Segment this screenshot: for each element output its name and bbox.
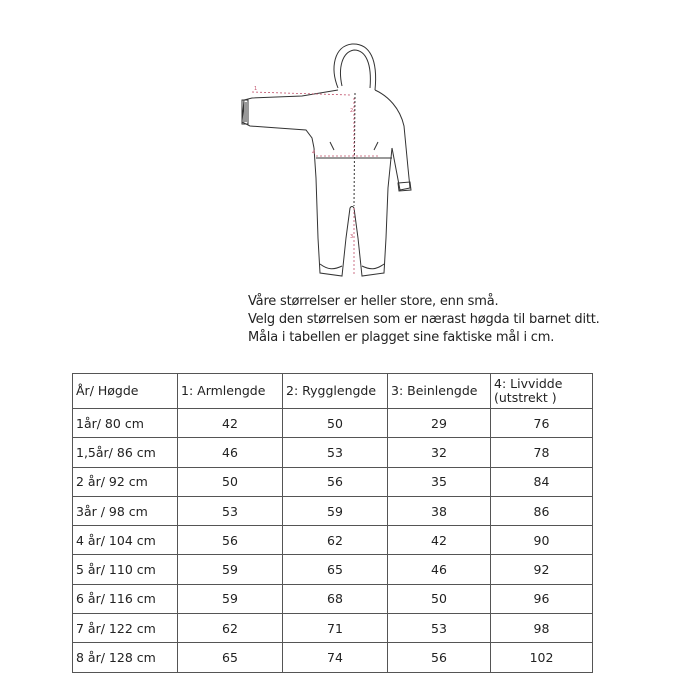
table-cell-size: 2 år/ 92 cm xyxy=(73,467,178,496)
table-cell-value: 32 xyxy=(388,438,491,467)
table-cell-size: 1år/ 80 cm xyxy=(73,409,178,438)
armlength-line xyxy=(252,92,350,95)
table-cell-value: 102 xyxy=(491,643,593,672)
header-armlength: 1: Armlengde xyxy=(178,374,283,409)
table-cell-size: 3år / 98 cm xyxy=(73,496,178,525)
table-cell-value: 65 xyxy=(178,643,283,672)
table-cell-value: 74 xyxy=(283,643,388,672)
table-cell-value: 92 xyxy=(491,555,593,584)
table-cell-size: 7 år/ 122 cm xyxy=(73,614,178,643)
table-row xyxy=(73,643,593,672)
table-cell-value: 56 xyxy=(283,467,388,496)
table-cell-value: 46 xyxy=(388,555,491,584)
marker-label-1: 1 xyxy=(254,86,258,92)
table-cell-value: 76 xyxy=(491,409,593,438)
table-cell-value: 35 xyxy=(388,467,491,496)
table-row xyxy=(73,409,593,438)
table-row xyxy=(73,526,593,555)
body-outline xyxy=(242,90,338,148)
intro-text xyxy=(248,293,600,347)
table-row xyxy=(73,438,593,467)
table-row xyxy=(73,496,593,525)
marker-label-3: 3 xyxy=(350,234,354,240)
header-backlength: 2: Rygglengde xyxy=(283,374,388,409)
table-cell-value: 68 xyxy=(283,584,388,613)
table-row xyxy=(73,614,593,643)
table-header-row xyxy=(73,374,593,409)
header-leglength: 3: Beinlengde xyxy=(388,374,491,409)
table-cell-value: 78 xyxy=(491,438,593,467)
table-cell-value: 62 xyxy=(178,614,283,643)
table-cell-value: 53 xyxy=(178,496,283,525)
table-cell-value: 46 xyxy=(178,438,283,467)
table-cell-value: 59 xyxy=(283,496,388,525)
table-cell-value: 59 xyxy=(178,584,283,613)
table-cell-value: 53 xyxy=(388,614,491,643)
table-cell-value: 53 xyxy=(283,438,388,467)
table-cell-value: 65 xyxy=(283,555,388,584)
header-age-height: År/ Høgde xyxy=(73,374,178,409)
table-cell-value: 59 xyxy=(178,555,283,584)
table-cell-value: 29 xyxy=(388,409,491,438)
overall-garment-illustration xyxy=(230,38,430,288)
table-cell-value: 84 xyxy=(491,467,593,496)
intro-line-1: Våre størrelser er heller store, enn små. xyxy=(248,294,499,309)
table-row xyxy=(73,584,593,613)
size-chart-table xyxy=(72,373,593,673)
table-cell-value: 42 xyxy=(388,526,491,555)
table-cell-value: 71 xyxy=(283,614,388,643)
header-waist: 4: Livvidde (utstrekt ) xyxy=(491,374,593,409)
marker-label-2: 2 xyxy=(350,108,354,114)
table-cell-size: 4 år/ 104 cm xyxy=(73,526,178,555)
table-cell-value: 56 xyxy=(178,526,283,555)
intro-line-2: Velg den størrelsen som er nærast høgda til barnet ditt. xyxy=(248,312,600,327)
table-cell-value: 98 xyxy=(491,614,593,643)
table-cell-value: 56 xyxy=(388,643,491,672)
table-cell-value: 50 xyxy=(178,467,283,496)
table-cell-size: 6 år/ 116 cm xyxy=(73,584,178,613)
table-cell-value: 38 xyxy=(388,496,491,525)
table-cell-value: 62 xyxy=(283,526,388,555)
table-cell-value: 50 xyxy=(283,409,388,438)
intro-line-3: Måla i tabellen er plagget sine faktiske mål i cm. xyxy=(248,330,555,345)
table-cell-value: 96 xyxy=(491,584,593,613)
table-cell-size: 5 år/ 110 cm xyxy=(73,555,178,584)
table-cell-size: 8 år/ 128 cm xyxy=(73,643,178,672)
table-cell-value: 42 xyxy=(178,409,283,438)
table-row xyxy=(73,555,593,584)
table-row xyxy=(73,467,593,496)
marker-label-4: 4 xyxy=(312,150,316,156)
table-cell-value: 86 xyxy=(491,496,593,525)
table-cell-size: 1,5år/ 86 cm xyxy=(73,438,178,467)
table-cell-value: 50 xyxy=(388,584,491,613)
table-cell-value: 90 xyxy=(491,526,593,555)
